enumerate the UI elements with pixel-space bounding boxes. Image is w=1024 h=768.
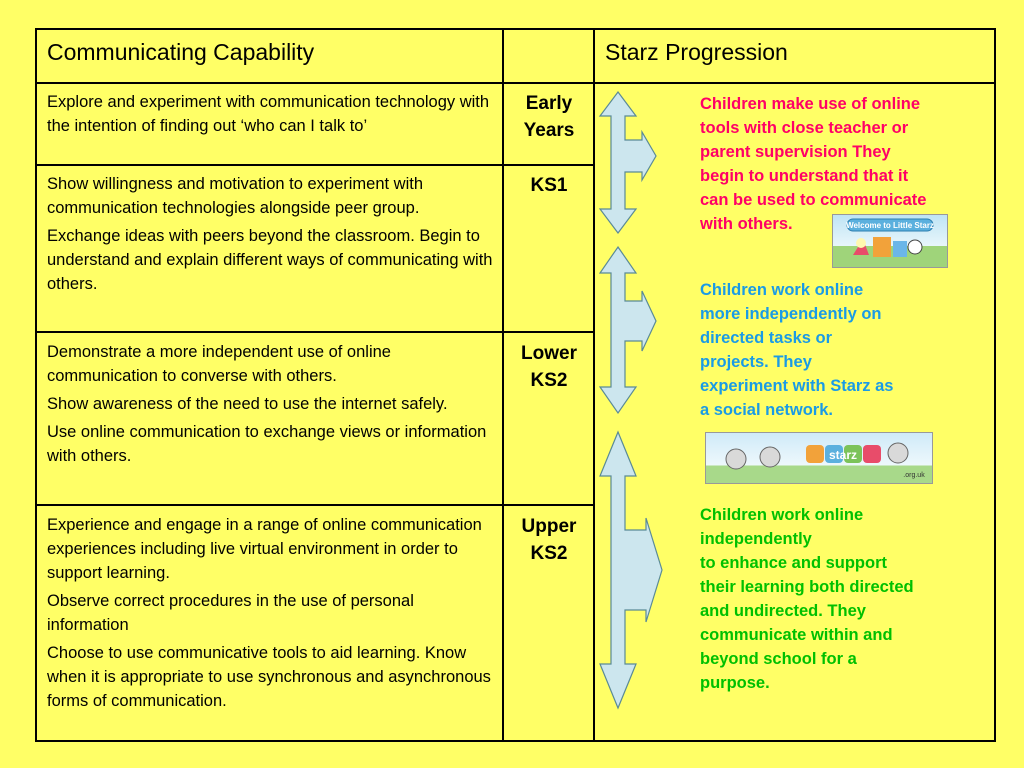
note-line: experiment with Starz as	[700, 377, 894, 395]
note-line: purpose.	[700, 674, 770, 692]
row-ks1-statements	[47, 172, 495, 300]
note-line: a social network.	[700, 401, 833, 419]
row-lower-ks2-statements	[47, 340, 495, 472]
little-starz-title: Welcome to Little Starz	[846, 221, 934, 230]
capability-statement: Demonstrate a more independent use of online communication to converse with others.	[47, 343, 391, 385]
row-early-years-statements	[47, 90, 495, 142]
note-line: beyond school for a	[700, 650, 857, 668]
capability-statement: Observe correct procedures in the use of personal information	[47, 592, 414, 634]
stage-label: KS2	[530, 370, 568, 391]
capability-statement: Use online communication to exchange views or information with others.	[47, 423, 487, 465]
stage-early-years	[504, 90, 594, 144]
note-line: parent supervision They	[700, 143, 891, 161]
note-line: with others.	[700, 215, 793, 233]
row-divider	[35, 164, 595, 166]
stage-label: Upper	[521, 516, 577, 537]
starz-logo	[705, 432, 933, 484]
capability-statement: Explore and experiment with communication technology with the intention of finding out ‘who can I talk to’	[47, 93, 490, 135]
progression-arrow-3	[598, 430, 666, 710]
note-line: directed tasks or	[700, 329, 833, 347]
note-line: projects. They	[700, 353, 812, 371]
progression-arrow-2	[598, 245, 662, 415]
note-line: begin to understand that it	[700, 167, 909, 185]
capability-statement: Show willingness and motivation to experiment with communication technologies alongside peer group.	[47, 175, 424, 217]
stage-upper-ks2	[504, 513, 594, 567]
header-divider	[35, 82, 996, 84]
note-line: Children make use of online	[700, 95, 921, 113]
stage-label: KS1	[530, 175, 568, 196]
capability-statement: Show awareness of the need to use the internet safely.	[47, 395, 448, 413]
note-line: more independently on	[700, 305, 882, 323]
stage-lower-ks2	[504, 340, 594, 394]
header-communicating-capability: Communicating Capability	[47, 39, 315, 65]
row-divider	[35, 331, 595, 333]
note-line: and undirected. They	[700, 602, 866, 620]
note-line: Children work online	[700, 281, 864, 299]
stage-label: KS2	[530, 543, 568, 564]
progression-note-ks1	[700, 278, 893, 422]
header-starz-progression: Starz Progression	[605, 39, 788, 65]
row-upper-ks2-statements	[47, 513, 495, 717]
note-line: their learning both directed	[700, 578, 914, 596]
note-line: Children work online	[700, 506, 864, 524]
stage-label: Early	[525, 93, 573, 114]
capability-statement: Choose to use communicative tools to aid learning. Know when it is appropriate to use synchronous and asynchronous forms of communication.	[47, 644, 491, 710]
note-line: to enhance and support	[700, 554, 888, 572]
progression-arrow-1	[598, 90, 662, 235]
note-line: can be used to communicate	[700, 191, 927, 209]
note-line: communicate within and	[700, 626, 893, 644]
row-divider	[35, 504, 595, 506]
progression-note-ks2	[700, 503, 914, 695]
starz-logo-domain: .org.uk	[903, 472, 925, 479]
stage-label: Lower	[521, 343, 577, 364]
starz-logo-text: starz	[828, 448, 858, 462]
stage-ks1	[504, 172, 594, 199]
stage-label: Years	[523, 120, 575, 141]
capability-statement: Exchange ideas with peers beyond the classroom. Begin to understand and explain different ways of communicating with others.	[47, 227, 493, 293]
capability-statement: Experience and engage in a range of online communication experiences including live virtual environment in order to support learning.	[47, 516, 482, 582]
note-line: independently	[700, 530, 812, 548]
little-starz-logo	[832, 214, 948, 268]
note-line: tools with close teacher or	[700, 119, 909, 137]
